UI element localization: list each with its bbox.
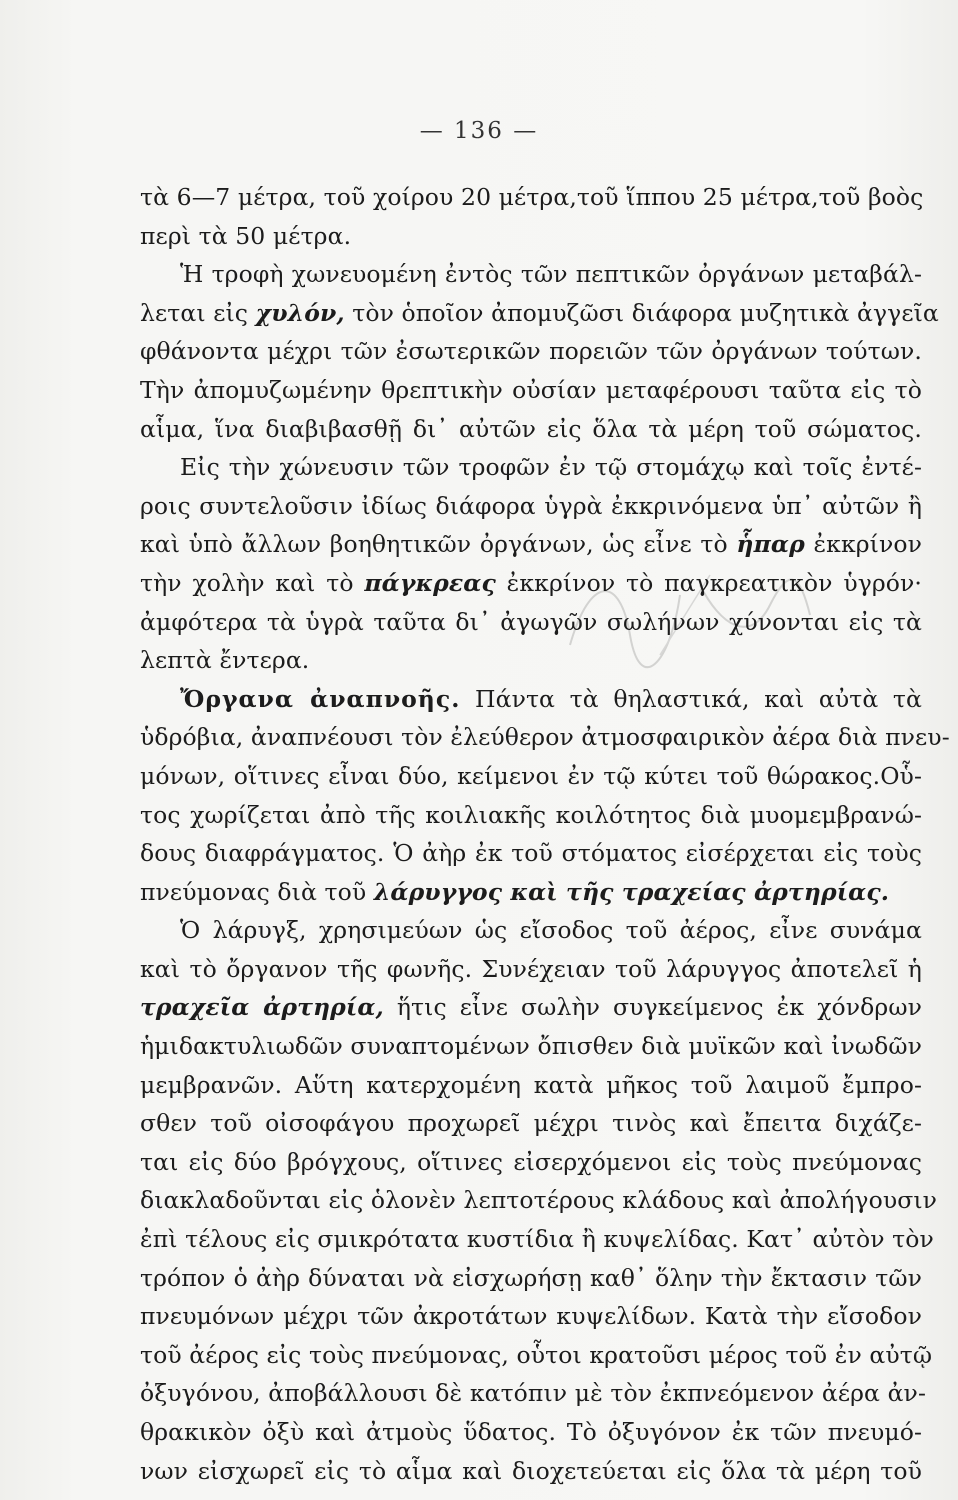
text-line bbox=[140, 680, 922, 719]
text-line: σθεν τοῦ οἰσοφάγου προχωρεῖ μέχρι τινὸς καὶ ἔπειτα διχάζε- bbox=[140, 1109, 922, 1138]
text-line: νων εἰσχωρεῖ εἰς τὸ αἷμα καὶ διοχετεύεται εἰς ὅλα τὰ μέρη τοῦ bbox=[140, 1456, 922, 1485]
text-line bbox=[140, 873, 922, 912]
text-line: ἐπὶ τέλους εἰς σμικρότατα κυστίδια ἢ κυψελίδας. Κατ᾽ αὐτὸν τὸν bbox=[140, 1225, 934, 1254]
text-run: καὶ ὑπὸ ἄλλων βοηθητικῶν ὀργάνων, ὡς εἶνε τὸ bbox=[140, 530, 737, 559]
text-line: τοῦ ἀέρος εἰς τοὺς πνεύμονας, οὗτοι κρατοῦσι μέρος τοῦ ἐν αὐτῷ bbox=[140, 1340, 933, 1369]
text-line: Ἡ τροφὴ χωνευομένη ἐντὸς τῶν πεπτικῶν ὀργάνων μεταβάλ- bbox=[180, 260, 922, 289]
text-run: πνεύμονας διὰ τοῦ bbox=[140, 877, 374, 906]
text-line bbox=[140, 294, 939, 333]
text-line: Ὁ λάρυγξ, χρησιμεύων ὡς εἴσοδος τοῦ ἀέρος, εἶνε συνάμα bbox=[180, 916, 922, 945]
text-line: περὶ τὰ 50 μέτρα. bbox=[140, 221, 352, 250]
text-line: ἀμφότερα τὰ ὑγρὰ ταῦτα δι᾽ ἀγωγῶν σωλήνων χύνονται εἰς τὰ bbox=[140, 607, 922, 636]
text-line: ἡμιδακτυλιωδῶν συναπτομένων ὄπισθεν διὰ μυϊκῶν καὶ ἰνωδῶν bbox=[140, 1032, 922, 1061]
term-larynx-trachea: λάρυγγος καὶ τῆς τραχείας ἀρτηρίας. bbox=[373, 877, 890, 906]
text-run: λεται εἰς bbox=[140, 298, 256, 327]
text-line: λεπτὰ ἔντερα. bbox=[140, 646, 310, 675]
text-run: τὸν ὁποῖον ἀπομυζῶσι διάφορα μυζητικὰ ἀγγεῖα bbox=[344, 298, 939, 327]
text-line: Τὴν ἀπομυζωμένην θρεπτικὴν οὐσίαν μεταφέρουσι ταῦτα εἰς τὸ bbox=[140, 375, 922, 404]
text-line: ροις συντελοῦσιν ἰδίως διάφορα ὑγρὰ ἐκκρινόμενα ὑπ᾽ αὐτῶν ἢ bbox=[140, 491, 922, 520]
text-run: Πάντα τὰ θηλαστικά, καὶ αὐτὰ τὰ bbox=[460, 684, 922, 713]
text-line bbox=[140, 525, 922, 564]
body-text bbox=[140, 178, 950, 1490]
text-line: τὰ 6—7 μέτρα, τοῦ χοίρου 20 μέτρα,τοῦ ἵππου 25 μέτρα,τοῦ βοὸς bbox=[140, 183, 924, 211]
text-line: τρόπον ὁ ἀὴρ δύναται νὰ εἰσχωρήσῃ καθ᾽ ὅλην τὴν ἔκτασιν τῶν bbox=[140, 1263, 922, 1292]
text-line: δους διαφράγματος. Ὁ ἀὴρ ἐκ τοῦ στόματος εἰσέρχεται εἰς τοὺς bbox=[140, 839, 922, 868]
text-line: ὀξυγόνου, ἀποβάλλουσι δὲ κατόπιν μὲ τὸν ἐκπνεόμενον ἀέρα ἀν- bbox=[140, 1379, 926, 1408]
text-run: ἐκκρίνον bbox=[804, 530, 923, 559]
text-line bbox=[140, 988, 922, 1027]
text-line: καὶ τὸ ὄργανον τῆς φωνῆς. Συνέχειαν τοῦ λάρυγγος ἀποτελεῖ ἡ bbox=[140, 954, 922, 983]
text-line: θρακικὸν ὀξὺ καὶ ἀτμοὺς ὕδατος. Τὸ ὀξυγόνον ἐκ τῶν πνευμό- bbox=[140, 1418, 922, 1446]
page-number: — 136 — bbox=[419, 118, 539, 144]
text-line: ται εἰς δύο βρόγχους, οἵτινες εἰσερχόμενοι εἰς τοὺς πνεύμονας bbox=[140, 1147, 922, 1176]
term-pankreas: πάγκρεας bbox=[364, 568, 496, 597]
text-line: διακλαδοῦνται εἰς ὁλονὲν λεπτοτέρους κλάδους καὶ ἀπολήγουσιν bbox=[140, 1186, 938, 1215]
term-chylos: χυλόν, bbox=[255, 298, 345, 327]
text-line: αἷμα, ἵνα διαβιβασθῇ δι᾽ αὐτῶν εἰς ὅλα τὰ μέρη τοῦ σώματος. bbox=[140, 414, 922, 443]
text-line: φθάνοντα μέχρι τῶν ἐσωτερικῶν πορειῶν τῶν ὀργάνων τούτων. bbox=[140, 337, 922, 366]
term-hepar: ἧπαρ bbox=[736, 530, 805, 559]
text-line: μεμβρανῶν. Αὕτη κατερχομένη κατὰ μῆκος τοῦ λαιμοῦ ἔμπρο- bbox=[140, 1070, 922, 1099]
section-heading: Ὄργανα ἀναπνοῆς. bbox=[180, 684, 461, 713]
text-line: μόνων, οἵτινες εἶναι δύο, κείμενοι ἐν τῷ κύτει τοῦ θώρακος.Οὗ- bbox=[140, 761, 922, 790]
text-line: Εἰς τὴν χώνευσιν τῶν τροφῶν ἐν τῷ στομάχῳ καὶ τοῖς ἐντέ- bbox=[180, 453, 922, 482]
text-run: τὴν χολὴν καὶ τὸ bbox=[140, 568, 365, 597]
term-tracheia: τραχεῖα ἀρτηρία, bbox=[140, 993, 384, 1022]
text-run: ἐκκρίνον τὸ παγκρεατικὸν ὑγρόν· bbox=[495, 568, 922, 597]
text-run: ἥτις εἶνε σωλὴν συγκείμενος ἐκ χόνδρων bbox=[383, 993, 922, 1022]
text-line bbox=[140, 564, 922, 603]
text-line: τος χωρίζεται ἀπὸ τῆς κοιλιακῆς κοιλότητος διὰ μυομεμβρανώ- bbox=[140, 800, 922, 829]
text-line: πνευμόνων μέχρι τῶν ἀκροτάτων κυψελίδων. Κατὰ τὴν εἴσοδον bbox=[140, 1302, 922, 1331]
text-line: ὑδρόβια, ἀναπνέουσι τὸν ἐλεύθερον ἀτμοσφαιρικὸν ἀέρα διὰ πνευ- bbox=[140, 723, 950, 752]
